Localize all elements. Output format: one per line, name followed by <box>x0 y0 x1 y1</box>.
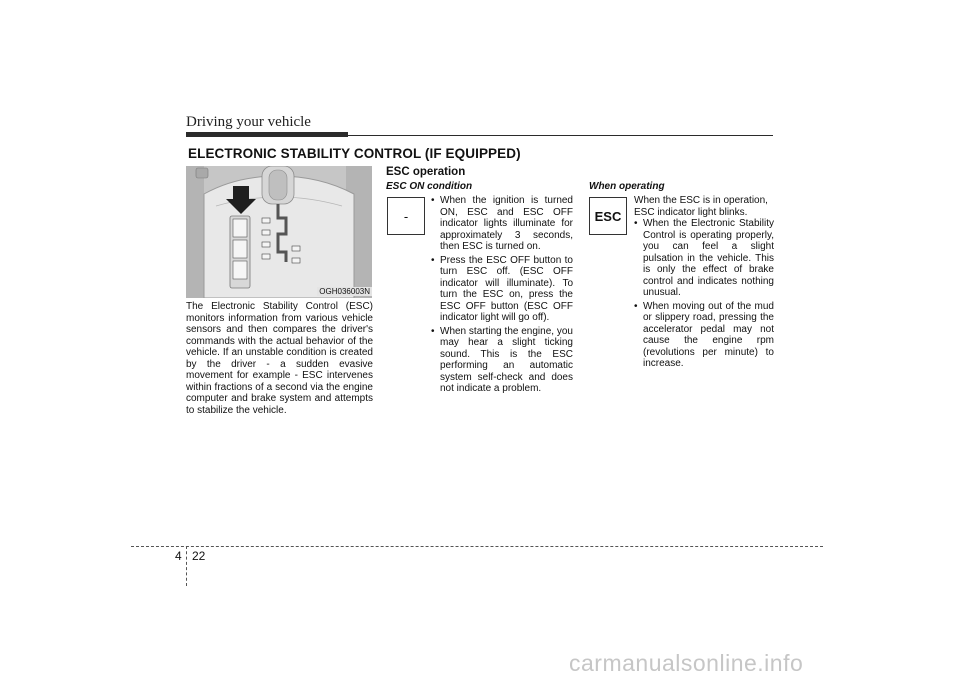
esc-off-indicator <box>387 197 425 235</box>
header-rule <box>348 135 773 136</box>
when-operating-bullet-list <box>634 218 774 372</box>
list-item: • When starting the engine, you may hear a slight ticking sound. This is the ESC performing an automatic system self-check and does not indicate a problem. <box>431 326 573 395</box>
list-item: • When the Electronic Stability Control is operating properly, you can feel a slight pulsation in the vehicle. This is only the effect of brake control and indicates nothing unusual. <box>634 218 774 299</box>
chapter-number: 4 <box>175 549 182 563</box>
header-title: Driving your vehicle <box>186 114 311 130</box>
header-bar <box>186 132 348 137</box>
intro-paragraph: The Electronic Stability Control (ESC) monitors information from various vehicle sensors and then compares the driver's commands with the actual behavior of the vehicle. If an unstable condition is created by the driver - a sudden evasive movement for example - ESC intervenes within fractions of a second via the engine computer and brake system and attempts to stabilize the vehicle. <box>186 301 373 416</box>
watermark: carmanualsonline.info <box>569 650 804 676</box>
esc-on-condition-heading: ESC ON condition <box>386 181 473 192</box>
list-item: • When moving out of the mud or slippery road, pressing the accelerator pedal may not cause the engine rpm (revolutions per minute) to increase. <box>634 301 774 370</box>
section-title: ELECTRONIC STABILITY CONTROL (IF EQUIPPED) <box>188 146 521 161</box>
indicator-label: ESC <box>594 208 622 224</box>
list-item: • Press the ESC OFF button to turn ESC off. (ESC OFF indicator will illuminate). To turn the ESC on, press the ESC OFF button (ESC OFF indicator light will go off). <box>431 255 573 324</box>
esc-indicator <box>589 197 627 235</box>
center-console-illustration <box>186 166 372 298</box>
when-operating-intro: When the ESC is in operation, ESC indicator light blinks. <box>634 195 768 218</box>
when-operating-heading: When operating <box>589 181 665 192</box>
list-item: • When the ignition is turned ON, ESC and ESC OFF indicator lights illuminate for approximately 3 seconds, then ESC is turned on. <box>431 195 573 253</box>
page-number: 22 <box>192 549 206 563</box>
indicator-symbol: - <box>403 208 409 224</box>
esc-on-bullet-list <box>431 195 573 397</box>
figure-code: OGH036003N <box>319 287 370 296</box>
footer-divider <box>186 546 187 586</box>
esc-operation-heading: ESC operation <box>386 166 466 178</box>
footer-rule <box>131 546 823 547</box>
esc-button-figure <box>186 166 372 298</box>
